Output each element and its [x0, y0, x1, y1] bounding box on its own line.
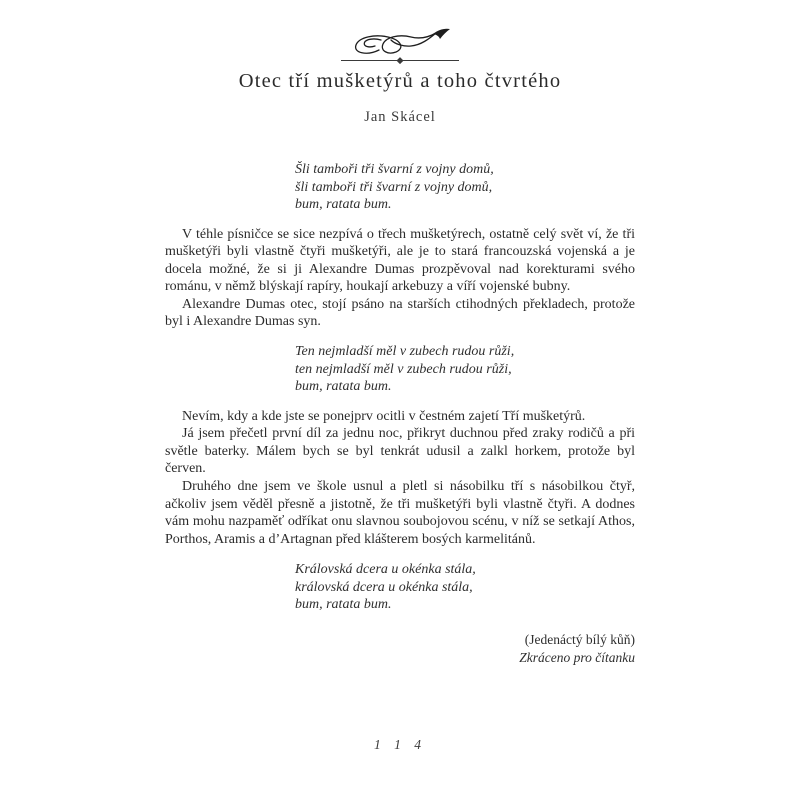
verse-line: Královská dcera u okénka stála, — [295, 562, 476, 578]
verse-line: bum, ratata bum. — [295, 597, 392, 613]
verse-line: Šli tamboři tři švarní z vojny domů, — [295, 162, 494, 177]
flourish-icon — [345, 26, 455, 58]
author-name: Jan Skácel — [364, 109, 436, 125]
prose-section — [165, 226, 635, 332]
attribution-note: Zkráceno pro čítanku — [519, 649, 635, 665]
text-block — [165, 161, 635, 667]
page-number: 1 1 4 — [374, 737, 426, 752]
verse-line: bum, ratata bum. — [295, 379, 392, 395]
body-paragraph: V téhle písničce se sice nezpívá o třech mušketýrech, ostatně celý svět ví, že tři mušketýři byli vlastně čtyři mušketýři, ale je to stará francouzská vojenská a je docela možné, že si ji Alexandre Dumas prozpěvoval nad korekturami svého románu, v němž blýskají rapíry, houkají arkebuzy a víří vojenské bubny. — [165, 226, 635, 295]
body-paragraph: Alexandre Dumas otec, stojí psáno na starších ctihodných překladech, protože byl i Alexandre Dumas syn. — [165, 296, 635, 330]
verse-stanza — [295, 161, 635, 214]
attribution-source: (Jedenáctý bílý kůň) — [524, 631, 635, 647]
verse-stanza — [295, 343, 635, 396]
verse-line: ten nejmladší měl v zubech rudou růži, — [295, 361, 512, 377]
body-paragraph: Druhého dne jsem ve škole usnul a pletl si násobilku tří s násobilkou čtyř, ačkoliv jsem věděl přesně a jistotně, že tři mušketýři byli vlastně čtyři. A dodnes vám mohu nazpaměť odříkat onu slavnou soubojovou scénu, v níž se setkají Athos, Porthos, Aramis a d’Artagnan před klášterem bosých karmelitánů. — [165, 478, 635, 547]
prose-section — [165, 408, 635, 549]
verse-stanza — [295, 561, 635, 614]
divider-rule — [341, 60, 459, 61]
verse-line: královská dcera u okénka stála, — [295, 579, 473, 595]
verse-line: Ten nejmladší měl v zubech rudou růži, — [295, 344, 515, 360]
header-ornament — [0, 0, 800, 61]
verse-line: šli tamboři tři švarní z vojny domů, — [295, 179, 493, 195]
diamond-dot-icon — [397, 57, 403, 63]
attribution — [165, 631, 635, 667]
body-paragraph: Nevím, kdy a kde jste se ponejprv ocitli v čestném zajetí Tří mušketýrů. — [182, 408, 586, 424]
verse-line: bum, ratata bum. — [295, 197, 392, 212]
page-title: Otec tří mušketýrů a toho čtvrtého — [238, 70, 562, 92]
body-paragraph: Já jsem přečetl první díl za jednu noc, přikryt duchnou před zraky rodičů a při světle baterky. Málem bych se byl tenkrát udusil a zalkl horkem, protože byl červen. — [165, 426, 635, 477]
